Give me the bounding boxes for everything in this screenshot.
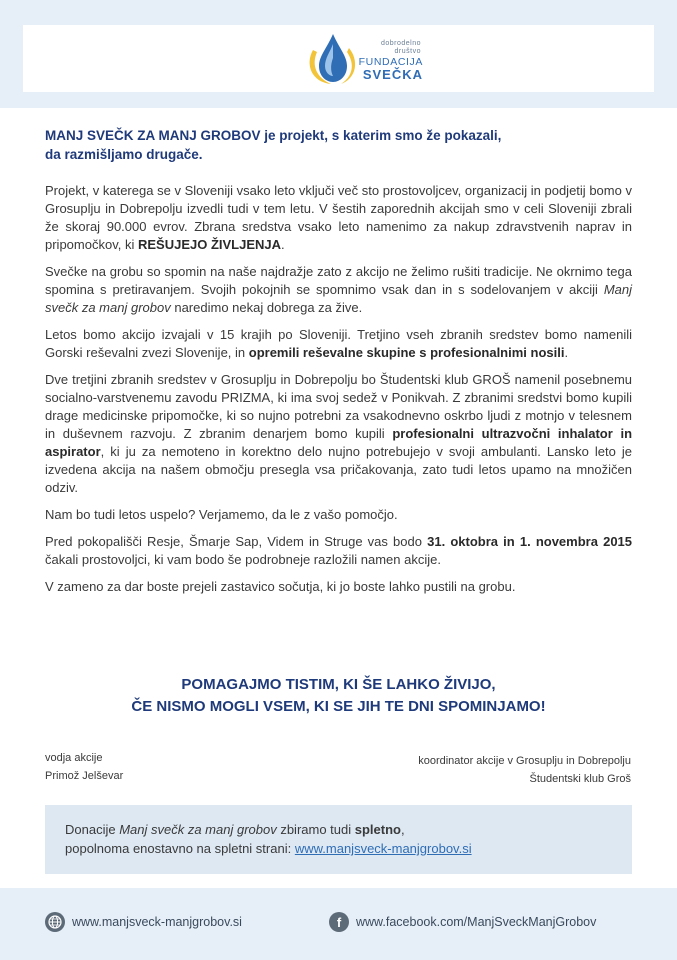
p4-bold: profesionalni ultrazvočni inhalator in aspirator <box>45 426 633 459</box>
logo-line-drustvo: društvo <box>394 48 421 55</box>
lead-rest: je projekt, s katerim smo že pokazali, <box>260 128 502 143</box>
signature-leader-name: Primož Jelševar <box>45 770 124 782</box>
header-banner <box>23 25 654 92</box>
lead-bold: MANJ SVEČK ZA MANJ GROBOV <box>45 128 261 143</box>
logo-line-fundacija: FUNDACIJA <box>358 56 423 68</box>
p6-text: Pred pokopališči Resje, Šmarje Sap, Videm in Struge vas bodo <box>45 534 428 549</box>
signature-leader-role: vodja akcije <box>45 752 103 764</box>
paragraph-prizma <box>45 371 632 497</box>
p1-text: Projekt, v katerega se v Sloveniji vsako leto vključi več sto prostovoljcev, organizacij in podjetij bomo v Grosuplju in Dobrepolju izvedli tudi v tem letu. V šestih zaporednih akcijah smo v celi Sloveniji zbrali že skoraj 90.000 evrov. Zbrana sredstva vsako leto namenimo za nakup zdravstvenih naprav in pripomočkov, ki <box>45 183 632 252</box>
signature-coordinator <box>418 752 631 788</box>
footer-facebook-text[interactable]: www.facebook.com/ManjSveckManjGrobov <box>356 915 597 929</box>
lead-line2: da razmišljamo drugače. <box>45 147 203 162</box>
facebook-icon: f <box>329 912 349 932</box>
footer-facebook[interactable] <box>329 911 596 933</box>
logo-line-dobrodelno: dobrodelno <box>380 40 421 47</box>
logo-line-svecka: SVEČKA <box>362 67 423 82</box>
footer-website-text[interactable]: www.manjsveck-manjgrobov.si <box>72 915 242 929</box>
globe-icon <box>45 912 65 932</box>
donate-bold: spletno <box>354 822 401 837</box>
p3-end: . <box>564 345 569 360</box>
content-column <box>45 126 632 605</box>
donate-italic: Manj svečk za manj grobov <box>119 822 277 837</box>
paragraph-flag: V zameno za dar boste prejeli zastavico sočutja, ki jo boste lahko pustili na grobu. <box>45 579 516 594</box>
p2-end: naredimo nekaj dobrega za žive. <box>170 300 363 315</box>
fundacija-svecka-logo <box>303 30 433 88</box>
p2-text: Svečke na grobu so spomin na naše najdražje zato z akcijo ne želimo rušiti tradicije. Ne okrnimo tega spomina s pretiravanjem. Svojih pokojnih se spomnimo vsak dan in s sodelovanjem v akciji <box>45 264 632 297</box>
p6-bold: 31. oktobra in 1. novembra 2015 <box>427 534 633 549</box>
donation-text <box>65 820 472 858</box>
donate-text-b: zbiramo tudi <box>276 822 355 837</box>
slogan <box>0 674 677 718</box>
slogan-line1: POMAGAJMO TISTIM, KI ŠE LAHKO ŽIVIJO, <box>181 676 496 693</box>
paragraph-question: Nam bo tudi letos uspelo? Verjamemo, da le z vašo pomočjo. <box>45 507 398 522</box>
footer-website[interactable] <box>45 911 242 933</box>
signature-coordinator-name: Študentski klub Groš <box>529 773 631 785</box>
paragraph-project <box>45 182 632 254</box>
main-panel <box>0 108 677 888</box>
donate-text-a: Donacije <box>65 822 120 837</box>
donation-box <box>45 805 632 874</box>
donate-line2: popolnoma enostavno na spletni strani: <box>65 841 295 856</box>
paragraph-tradition <box>45 263 632 317</box>
lead-heading <box>45 126 632 164</box>
p2-italic: Manj svečk za manj grobov <box>45 282 632 315</box>
p1-end: . <box>281 237 285 252</box>
donate-text-c: , <box>401 822 405 837</box>
signature-coordinator-role: koordinator akcije v Grosuplju in Dobrepolju <box>418 755 631 767</box>
p3-bold: opremili reševalne skupine s profesionalnimi nosili <box>248 345 565 360</box>
paragraph-dates <box>45 533 632 569</box>
signature-leader <box>45 749 123 785</box>
paragraph-locations <box>45 326 632 362</box>
p6-end: čakali prostovoljci, ki vam bodo še podrobneje razložili namen akcije. <box>45 552 441 567</box>
p4-text: Dve tretjini zbranih sredstev v Grosuplju in Dobrepolju bo Študentski klub GROŠ namenil posebnemu socialno-varstvenemu zavodu PRIZMA, ki ima svoj sedež v Ponikvah. Z zbranimi sredstvi bomo kupili drage medicinske pripomočke, ki so nujno potrebni za vsakodnevno oskrbo ljudi z motnjo v telesnem in duševnem razvoju. Z zbranim denarjem bomo kupili <box>45 372 632 441</box>
donation-link[interactable]: www.manjsveck-manjgrobov.si <box>294 841 472 856</box>
p1-bold: REŠUJEJO ŽIVLJENJA <box>137 237 282 252</box>
p4-end: , ki ju za nemoteno in korektno delo nujno potrebujejo v svoji ambulanti. Lansko leto je izvedena akcija na našem območju presegla vsa pričakovanja, zato tudi letos upamo na množičen odziv. <box>45 444 632 495</box>
slogan-line2: ČE NISMO MOGLI VSEM, KI SE JIH TE DNI SPOMINJAMO! <box>131 698 546 715</box>
p3-text: Letos bomo akcijo izvajali v 15 krajih po Sloveniji. Tretjino vseh zbranih sredstev bomo namenili Gorski reševalni zvezi Slovenije, in <box>45 327 632 360</box>
